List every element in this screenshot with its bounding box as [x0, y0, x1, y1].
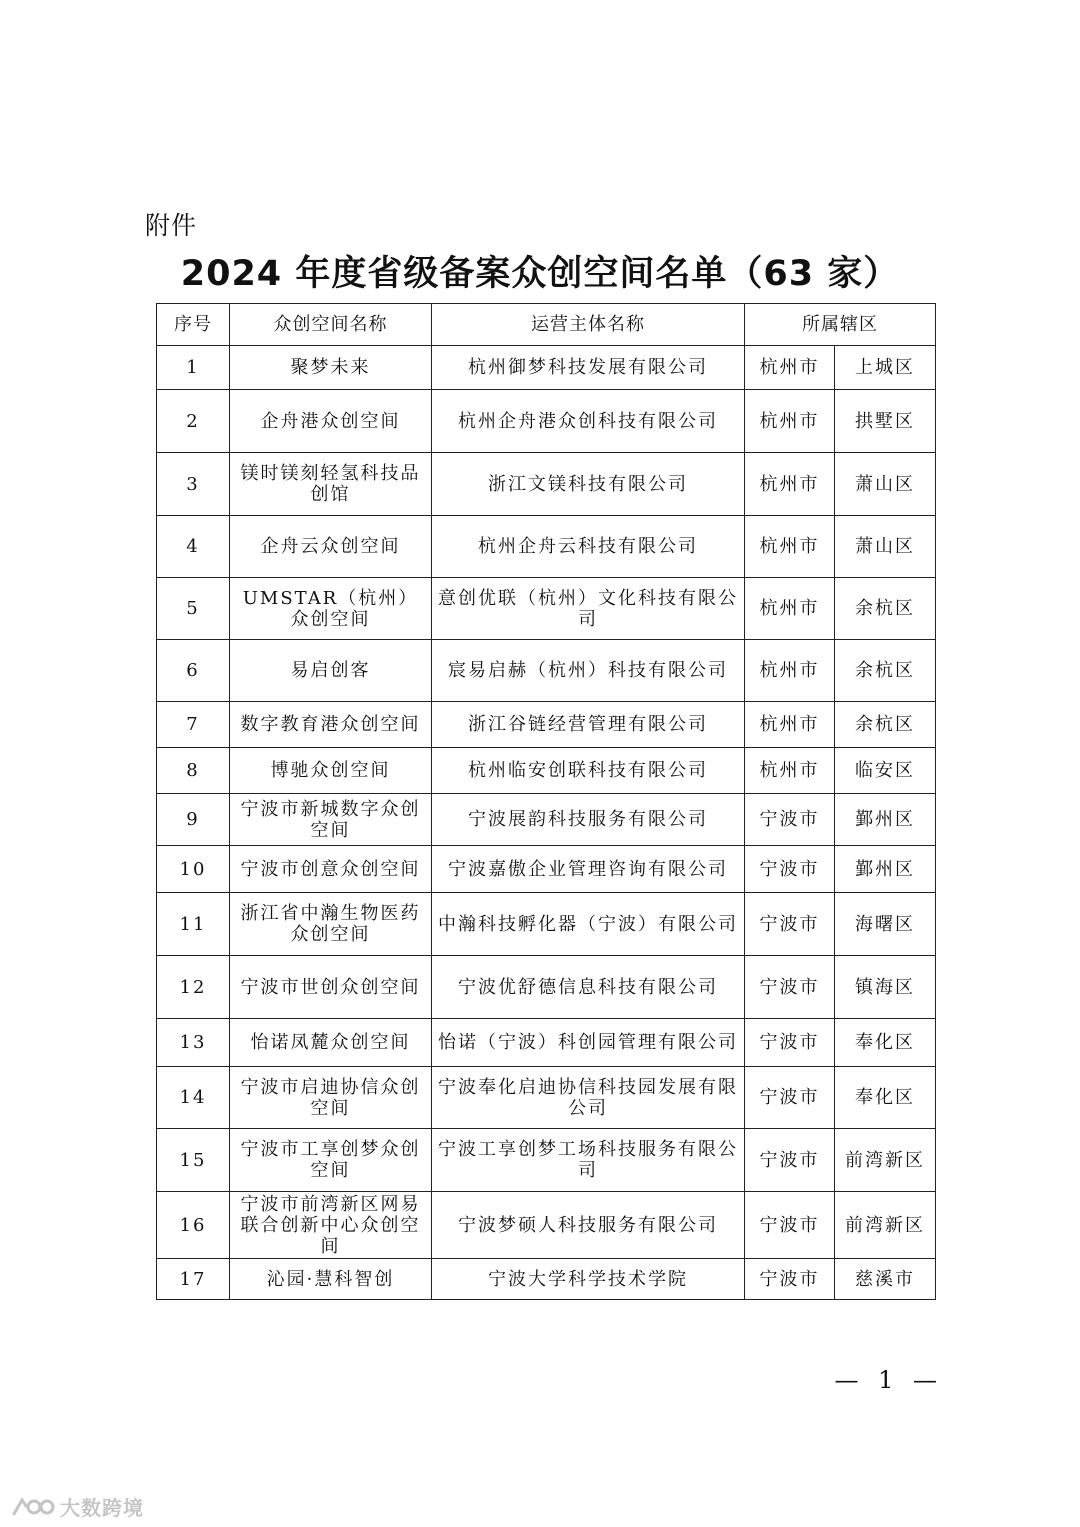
city: 杭州市 — [745, 453, 835, 516]
city: 宁波市 — [745, 1129, 835, 1192]
space-name: 宁波市世创众创空间 — [230, 956, 432, 1019]
col-header-operator: 运营主体名称 — [432, 304, 745, 346]
district: 余杭区 — [835, 578, 936, 640]
row-number: 13 — [157, 1019, 230, 1067]
space-name: 企舟云众创空间 — [230, 516, 432, 578]
district: 拱墅区 — [835, 390, 936, 453]
page-number: — 1 — — [834, 1366, 943, 1394]
district: 海曙区 — [835, 893, 936, 956]
row-number: 12 — [157, 956, 230, 1019]
operator-name: 宁波梦硕人科技服务有限公司 — [432, 1192, 745, 1259]
operator-name: 中瀚科技孵化器（宁波）有限公司 — [432, 893, 745, 956]
row-number: 5 — [157, 578, 230, 640]
row-number: 7 — [157, 702, 230, 748]
row-number: 4 — [157, 516, 230, 578]
table-row — [157, 640, 936, 702]
table-row — [157, 1019, 936, 1067]
table-row — [157, 748, 936, 794]
space-name: 聚梦未来 — [230, 346, 432, 390]
space-name: 博驰众创空间 — [230, 748, 432, 794]
city: 宁波市 — [745, 956, 835, 1019]
operator-name: 宁波奉化启迪协信科技园发展有限公司 — [432, 1067, 745, 1129]
district: 慈溪市 — [835, 1259, 936, 1300]
space-name: 宁波市前湾新区网易联合创新中心众创空间 — [230, 1192, 432, 1259]
table-row — [157, 1067, 936, 1129]
document-title: 2024 年度省级备案众创空间名单（63 家） — [180, 254, 900, 294]
city: 宁波市 — [745, 846, 835, 893]
space-name: 怡诺凤麓众创空间 — [230, 1019, 432, 1067]
district: 鄞州区 — [835, 794, 936, 846]
row-number: 6 — [157, 640, 230, 702]
operator-name: 意创优联（杭州）文化科技有限公司 — [432, 578, 745, 640]
row-number: 10 — [157, 846, 230, 893]
space-list-table — [156, 303, 936, 1300]
watermark-logo-icon — [10, 1496, 56, 1518]
city: 杭州市 — [745, 578, 835, 640]
operator-name: 杭州企舟云科技有限公司 — [432, 516, 745, 578]
city: 宁波市 — [745, 1019, 835, 1067]
attachment-label: 附件 — [145, 211, 198, 240]
operator-name: 宸易启赫（杭州）科技有限公司 — [432, 640, 745, 702]
district: 萧山区 — [835, 516, 936, 578]
space-name: 宁波市创意众创空间 — [230, 846, 432, 893]
col-header-no: 序号 — [157, 304, 230, 346]
table-row — [157, 390, 936, 453]
operator-name: 浙江文镁科技有限公司 — [432, 453, 745, 516]
city: 杭州市 — [745, 748, 835, 794]
watermark-text: 大数跨境 — [60, 1496, 144, 1520]
space-name: 宁波市启迪协信众创空间 — [230, 1067, 432, 1129]
space-name: 宁波市新城数字众创空间 — [230, 794, 432, 846]
operator-name: 怡诺（宁波）科创园管理有限公司 — [432, 1019, 745, 1067]
city: 杭州市 — [745, 640, 835, 702]
table-row — [157, 702, 936, 748]
district: 奉化区 — [835, 1019, 936, 1067]
table-header-row — [157, 304, 936, 346]
row-number: 14 — [157, 1067, 230, 1129]
row-number: 3 — [157, 453, 230, 516]
operator-name: 宁波展韵科技服务有限公司 — [432, 794, 745, 846]
table-row — [157, 846, 936, 893]
city: 宁波市 — [745, 794, 835, 846]
city: 宁波市 — [745, 1067, 835, 1129]
space-name: UMSTAR（杭州）众创空间 — [230, 578, 432, 640]
watermark — [10, 1492, 144, 1521]
space-name: 浙江省中瀚生物医药众创空间 — [230, 893, 432, 956]
table-row — [157, 578, 936, 640]
district: 前湾新区 — [835, 1192, 936, 1259]
district: 余杭区 — [835, 702, 936, 748]
space-name: 沁园·慧科智创 — [230, 1259, 432, 1300]
row-number: 8 — [157, 748, 230, 794]
row-number: 15 — [157, 1129, 230, 1192]
district: 余杭区 — [835, 640, 936, 702]
table-row — [157, 794, 936, 846]
operator-name: 宁波嘉傲企业管理咨询有限公司 — [432, 846, 745, 893]
table-row — [157, 1129, 936, 1192]
operator-name: 杭州企舟港众创科技有限公司 — [432, 390, 745, 453]
row-number: 2 — [157, 390, 230, 453]
district: 前湾新区 — [835, 1129, 936, 1192]
space-name: 宁波市工享创梦众创空间 — [230, 1129, 432, 1192]
table-row — [157, 453, 936, 516]
city: 杭州市 — [745, 390, 835, 453]
city: 杭州市 — [745, 346, 835, 390]
city: 杭州市 — [745, 516, 835, 578]
city: 宁波市 — [745, 1259, 835, 1300]
district: 镇海区 — [835, 956, 936, 1019]
row-number: 16 — [157, 1192, 230, 1259]
space-name: 数字教育港众创空间 — [230, 702, 432, 748]
col-header-district: 所属辖区 — [745, 304, 936, 346]
table-row — [157, 1192, 936, 1259]
operator-name: 浙江谷链经营管理有限公司 — [432, 702, 745, 748]
operator-name: 杭州御梦科技发展有限公司 — [432, 346, 745, 390]
table-row — [157, 956, 936, 1019]
col-header-space-name: 众创空间名称 — [230, 304, 432, 346]
operator-name: 宁波优舒德信息科技有限公司 — [432, 956, 745, 1019]
district: 奉化区 — [835, 1067, 936, 1129]
space-name: 企舟港众创空间 — [230, 390, 432, 453]
space-name: 易启创客 — [230, 640, 432, 702]
city: 宁波市 — [745, 893, 835, 956]
district: 上城区 — [835, 346, 936, 390]
table-row — [157, 516, 936, 578]
row-number: 1 — [157, 346, 230, 390]
table-row — [157, 893, 936, 956]
city: 宁波市 — [745, 1192, 835, 1259]
operator-name: 宁波大学科学技术学院 — [432, 1259, 745, 1300]
row-number: 9 — [157, 794, 230, 846]
district: 萧山区 — [835, 453, 936, 516]
row-number: 17 — [157, 1259, 230, 1300]
row-number: 11 — [157, 893, 230, 956]
district: 鄞州区 — [835, 846, 936, 893]
district: 临安区 — [835, 748, 936, 794]
operator-name: 杭州临安创联科技有限公司 — [432, 748, 745, 794]
table-row — [157, 1259, 936, 1300]
space-name: 镁时镁刻轻氢科技品创馆 — [230, 453, 432, 516]
operator-name: 宁波工享创梦工场科技服务有限公司 — [432, 1129, 745, 1192]
city: 杭州市 — [745, 702, 835, 748]
table-row — [157, 346, 936, 390]
